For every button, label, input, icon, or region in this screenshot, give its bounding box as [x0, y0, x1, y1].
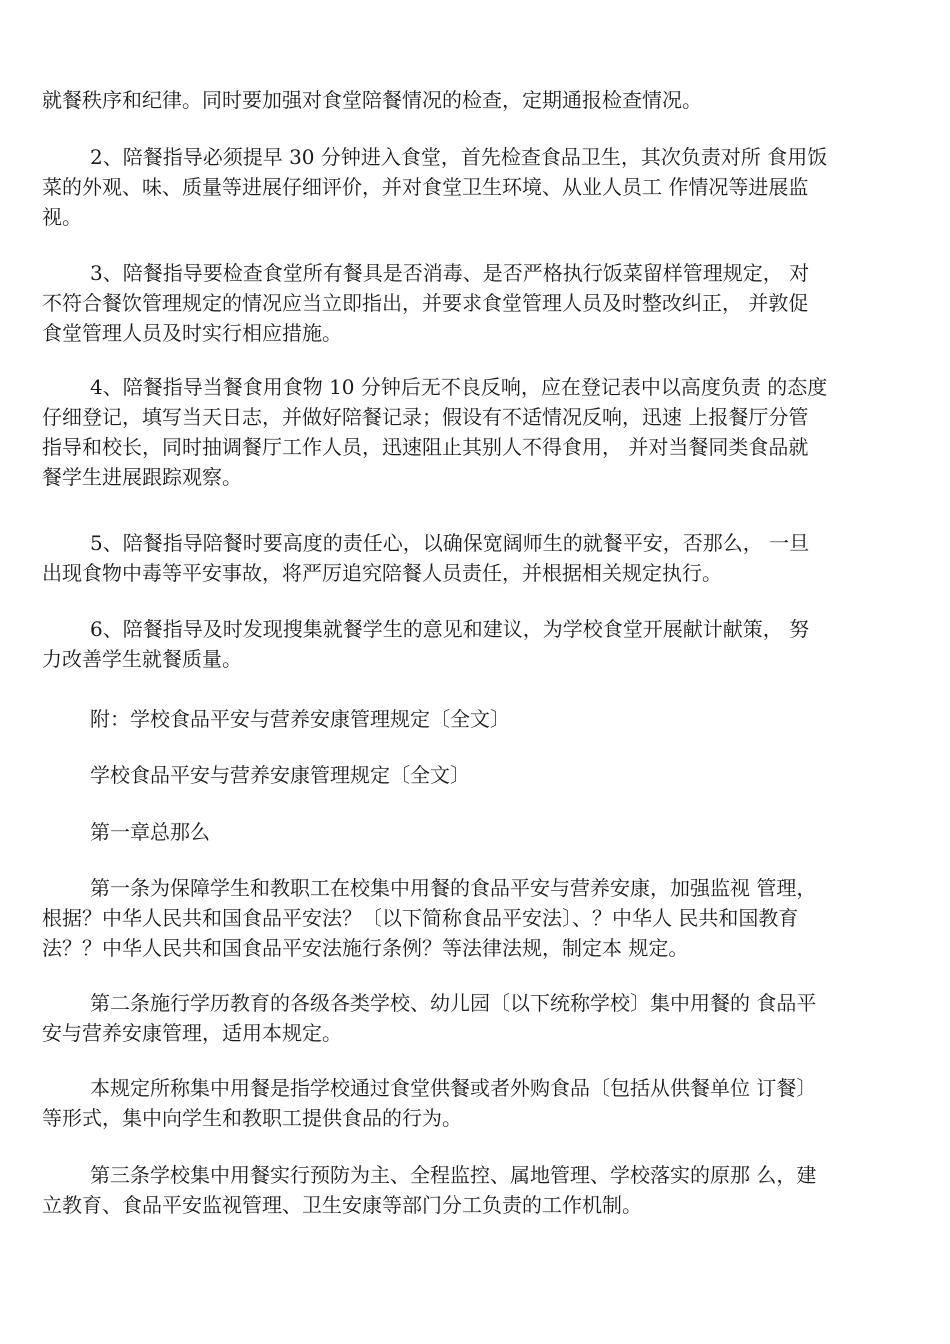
paragraph [42, 704, 922, 734]
paragraph-line: 立教育、食品平安监视管理、卫生安康等部门分工负责的工作机制。 [42, 1193, 642, 1217]
paragraph-line: 食堂管理人员及时实行相应措施。 [42, 321, 342, 345]
paragraph-line: 3、陪餐指导要检查食堂所有餐具是否消毒、是否严格执行饭菜留样管理规定， 对 [90, 261, 810, 285]
paragraph-line: 第二条施行学历教育的各级各类学校、幼儿园〔以下统称学校〕集中用餐的 食品平 [90, 991, 817, 1015]
paragraph [42, 1160, 922, 1220]
paragraph-line: 6、陪餐指导及时发现搜集就餐学生的意见和建议，为学校食堂开展献计献策， 努 [90, 617, 810, 641]
paragraph [42, 142, 922, 232]
paragraph-line: 本规定所称集中用餐是指学校通过食堂供餐或者外购食品〔包括从供餐单位 订餐〕 [90, 1076, 817, 1100]
paragraph-line: 力改善学生就餐质量。 [42, 647, 242, 671]
paragraph-line: 等形式，集中向学生和教职工提供食品的行为。 [42, 1106, 462, 1130]
paragraph-line: 第一章总那么 [90, 820, 210, 844]
paragraph [42, 988, 922, 1048]
paragraph [42, 873, 922, 963]
paragraph-line: 第一条为保障学生和教职工在校集中用餐的食品平安与营养安康，加强监视 管理， [90, 876, 817, 900]
paragraph-line: 就餐秩序和纪律。同时要加强对食堂陪餐情况的检查，定期通报检查情况。 [42, 88, 702, 112]
paragraph-line: 学校食品平安与营养安康管理规定〔全文〕 [90, 763, 470, 787]
paragraph [42, 817, 922, 847]
paragraph-line: 餐学生进展跟踪观察。 [42, 465, 242, 489]
paragraph [42, 372, 922, 492]
paragraph-line: 不符合餐饮管理规定的情况应当立即指出，并要求食堂管理人员及时整改纠正， 并敦促 [42, 291, 809, 315]
paragraph-line: 菜的外观、味、质量等进展仔细评价，并对食堂卫生环境、从业人员工 作情况等进展监 [42, 175, 809, 199]
paragraph-line: 法？？中华人民共和国食品平安法施行条例？等法律法规，制定本 规定。 [42, 936, 689, 960]
paragraph-line: 出现食物中毒等平安事故，将严厉追究陪餐人员责任，并根据相关规定执行。 [42, 561, 722, 585]
paragraph-line: 第三条学校集中用餐实行预防为主、全程监控、属地管理、学校落实的原那 么，建 [90, 1163, 817, 1187]
paragraph-line: 2、陪餐指导必须提早 30 分钟进入食堂，首先检查食品卫生，其次负责对所 食用饭 [90, 145, 828, 169]
paragraph-line: 4、陪餐指导当餐食用食物 10 分钟后无不良反响，应在登记表中以高度负责 的态度 [90, 375, 828, 399]
paragraph [42, 528, 922, 588]
paragraph [42, 258, 922, 348]
paragraph-line: 根据？中华人民共和国食品平安法？〔以下简称食品平安法〕、？中华人 民共和国教育 [42, 906, 799, 930]
paragraph-line: 仔细登记，填写当天日志，并做好陪餐记录；假设有不适情况反响，迅速 上报餐厅分管 [42, 405, 809, 429]
paragraph [42, 85, 922, 115]
paragraph [42, 614, 922, 674]
paragraph [42, 760, 922, 790]
paragraph [42, 1073, 922, 1133]
paragraph-line: 安与营养安康管理，适用本规定。 [42, 1021, 342, 1045]
paragraph-line: 5、陪餐指导陪餐时要高度的责任心，以确保宽阔师生的就餐平安，否那么， 一旦 [90, 531, 810, 555]
paragraph-line: 指导和校长，同时抽调餐厅工作人员，迅速阻止其别人不得食用， 并对当餐同类食品就 [42, 435, 809, 459]
paragraph-line: 视。 [42, 205, 82, 229]
paragraph-line: 附：学校食品平安与营养安康管理规定〔全文〕 [90, 707, 510, 731]
